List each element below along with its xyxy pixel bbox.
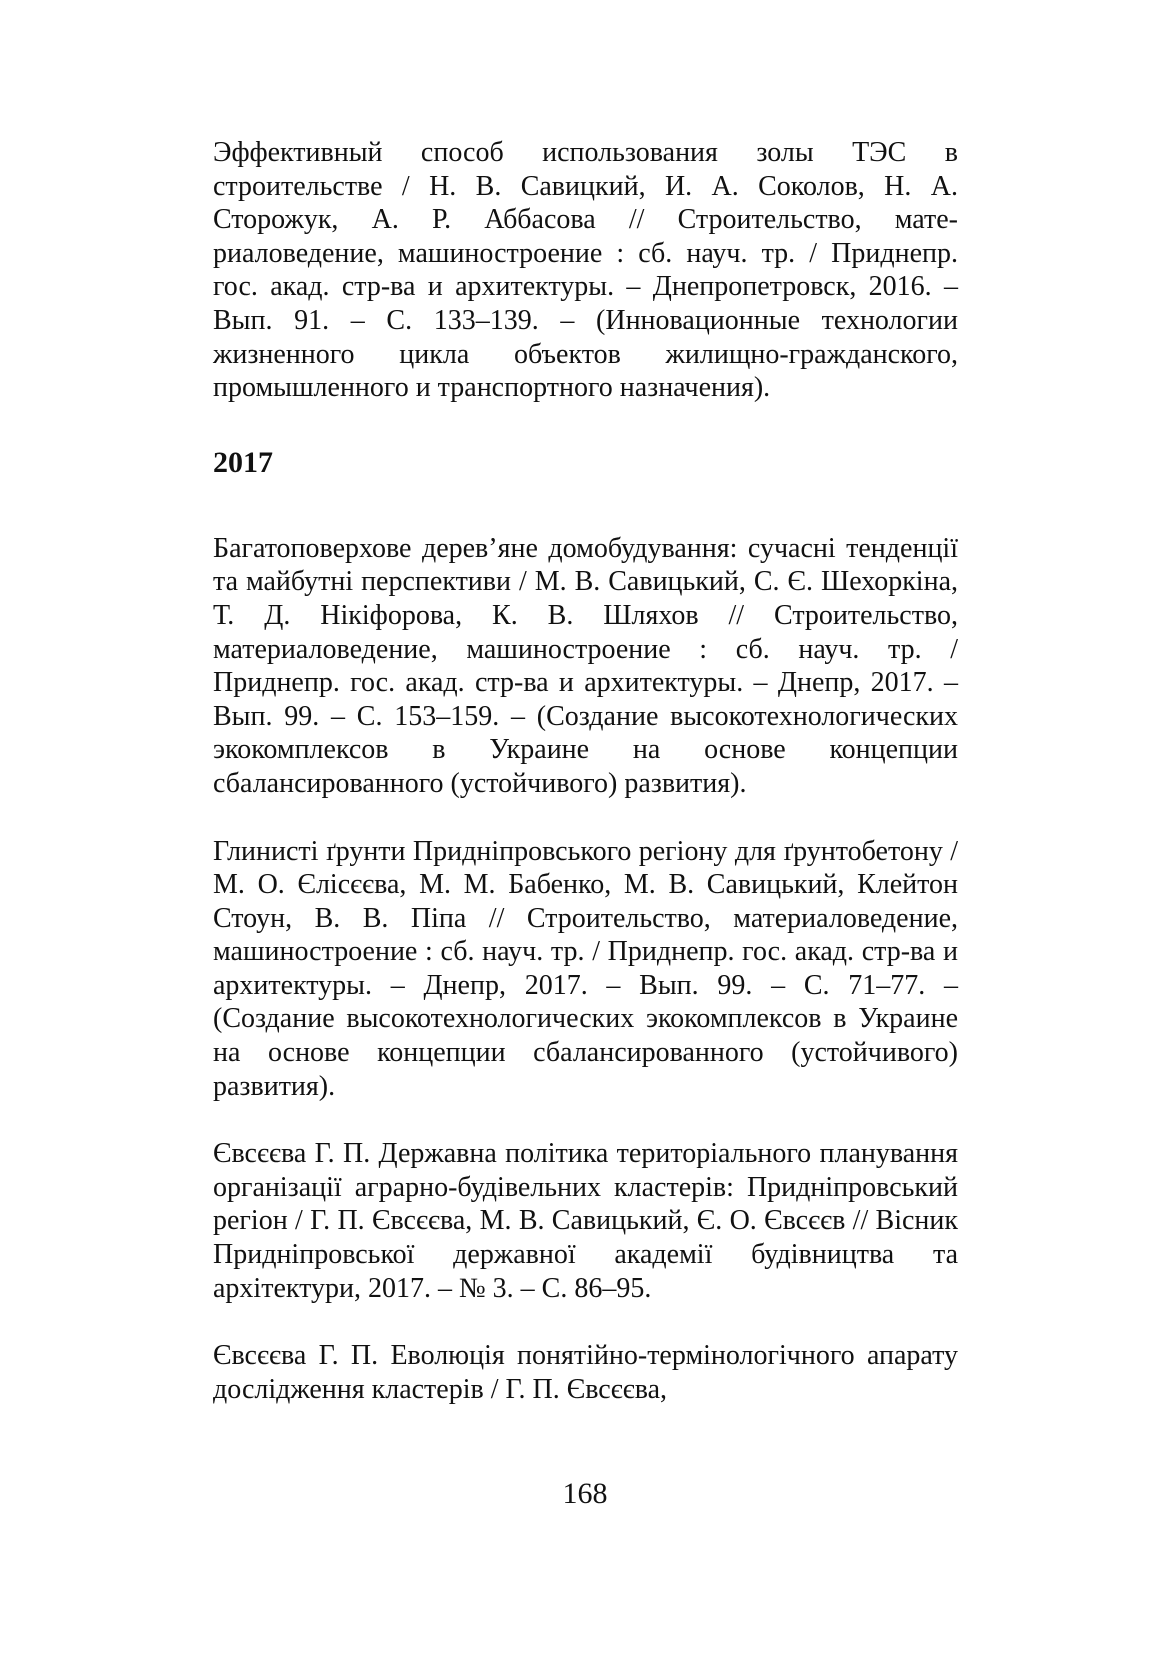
bibliography-entry: Эффективный способ использования золы ТЭС в строительстве / Н. В. Савицкий, И. А. Соколов, Н. А. Сторожук, А. Р. Аббасова // Строительство, материаловедение, машиностроение : сб. науч. тр. / Приднепр. гос. акад. стр-ва и архитектуры. – Днепропетровск, 2016. – Вып. 91. – С. 133–139. – (Инновационные технологии жизненного цикла объектов жилищно-гражданского, промышленного и транспортного назначения). — [213, 137, 958, 404]
page-content — [213, 136, 958, 1406]
bibliography-entry: Євсєєва Г. П. Еволюція понятійно-термінологічного апарату дослідження кластерів / Г. П. Євсєєва, — [213, 1340, 958, 1405]
page-number: 168 — [562, 1477, 608, 1510]
bibliography-entry: Євсєєва Г. П. Державна політика територіального планування організації аграрно-будівельних кластерів: Придніпровський регіон / Г. П. Євсєєва, М. В. Савицький, Є. О. Євсєєв // Вісник Придніпровської державної академії будівництва та архітектури, 2017. – № 3. – С. 86–95. — [213, 1138, 958, 1304]
bibliography-entry: Глинисті ґрунти Придніпровського регіону для ґрунтобетону / М. О. Єлісєєва, М. М. Бабенко, М. В. Савицький, Клейтон Стоун, В. В. Піпа // Строительство, материаловедение, машиностроение : сб. науч. тр. / Приднепр. гос. акад. стр-ва и архитектуры. – Днепр, 2017. – Вып. 99. – С. 71–77. – (Создание высокотехнологических экокомплексов в Украине на основе концепции сбалансированного (устойчивого) развития). — [213, 835, 958, 1102]
references-2016 — [213, 136, 958, 405]
references-2017 — [213, 532, 958, 1407]
year-heading: 2017 — [213, 445, 273, 479]
bibliography-entry: Багатоповерхове дерев’яне домобудування: сучасні тенденції та майбутні перспективи / М. В. Савицький, С. Є. Шехоркіна, Т. Д. Нікіфорова, К. В. Шляхов // Строительство, материаловедение, машиностроение : сб. науч. тр. / Приднепр. гос. акад. стр-ва и архитектуры. – Днепр, 2017. – Вып. 99. – С. 153–159. – (Создание высокотехнологических экокомплексов в Украине на основе концепции сбалансированного (устойчивого) развития). — [213, 532, 958, 799]
